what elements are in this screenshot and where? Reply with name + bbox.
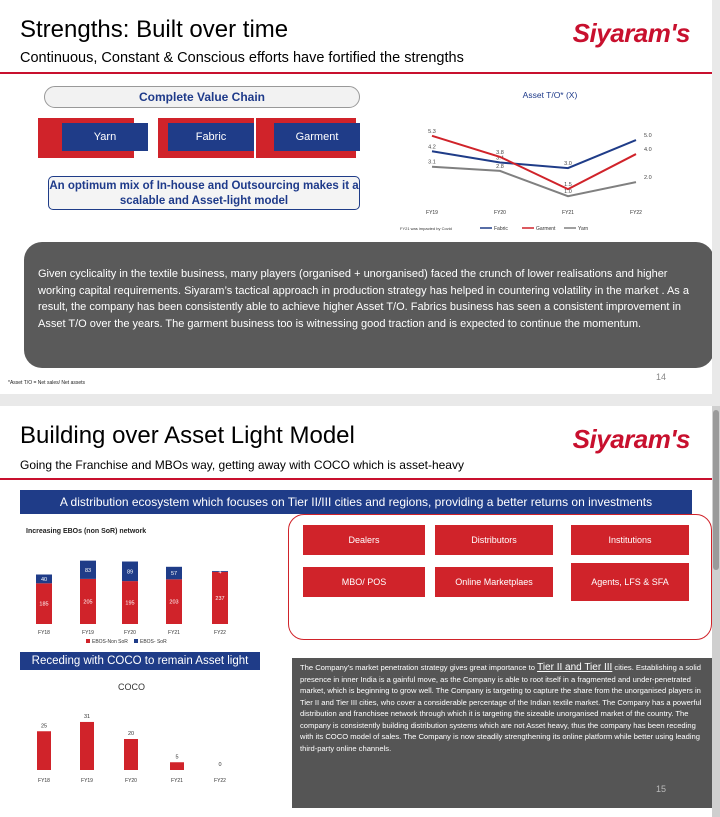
chart-title: Asset T/O* (X) — [522, 90, 578, 100]
bar-label: 205 — [83, 599, 93, 606]
distribution-banner: A distribution ecosystem which focuses on Tier II/III cities and regions, providing a better returns on investments — [20, 490, 692, 514]
page-number: 15 — [656, 784, 667, 794]
legend-label: Garment — [536, 226, 556, 232]
data-label: 5.0 — [644, 133, 652, 140]
legend-label: Yarn — [578, 226, 589, 232]
data-label: 4.2 — [428, 144, 436, 151]
slide-subtitle: Going the Franchise and MBOs way, getting away with COCO which is asset-heavy — [20, 458, 464, 472]
data-label: 3.8 — [496, 149, 504, 156]
data-label: 5.3 — [428, 128, 436, 135]
x-tick-label: FY21 — [562, 210, 574, 216]
bar-label: 40 — [40, 576, 48, 583]
data-label: 3.0 — [564, 161, 572, 168]
bar-label: 195 — [125, 600, 135, 607]
bar-label: 203 — [169, 599, 179, 606]
scrollbar[interactable] — [712, 406, 720, 817]
siyarams-logo: Siyaram's — [572, 18, 690, 48]
bar-coco — [80, 722, 94, 770]
chart-note: FY21 was impacted by Covid — [400, 226, 452, 231]
bar-coco — [124, 739, 138, 770]
data-label: 2.0 — [644, 175, 652, 182]
series-line-fabric — [432, 140, 636, 168]
x-tick-label: FY22 — [214, 630, 226, 636]
slide-subtitle: Continuous, Constant & Conscious efforts have fortified the strengths — [20, 50, 464, 66]
footnote: *Asset T/O = Net sales/ Net assets — [8, 380, 86, 386]
x-tick-label: FY19 — [82, 630, 94, 636]
data-label: 1.0 — [564, 189, 572, 196]
asset-turnover-chart — [400, 84, 700, 236]
siyarams-logo: Siyaram's — [572, 424, 690, 454]
channel-distributors: Distributors — [435, 525, 553, 555]
bar-label: 237 — [215, 595, 225, 602]
ebo-chart-title: Increasing EBOs (non SoR) network — [26, 528, 147, 535]
slide-title: Building over Asset Light Model — [20, 422, 355, 449]
bar-label: 89 — [126, 569, 134, 576]
channel-mbo-pos: MBO/ POS — [303, 567, 425, 597]
value-chain-yarn: Yarn — [62, 123, 148, 151]
bar-coco — [37, 731, 51, 770]
data-label: 2.8 — [496, 163, 504, 170]
slide-strengths — [0, 0, 712, 394]
x-tick-label: FY18 — [38, 630, 50, 636]
channel-agents-lfs-sfa: Agents, LFS & SFA — [571, 563, 689, 601]
channel-online-marketplaces: Online Marketplaes — [435, 567, 553, 597]
x-tick-label: FY20 — [494, 210, 506, 216]
legend-swatch — [134, 639, 138, 643]
x-tick-label: FY20 — [124, 630, 136, 636]
data-label: 1.5 — [564, 182, 572, 189]
page-number: 14 — [656, 372, 667, 382]
series-line-yarn — [432, 167, 636, 196]
legend-label: Fabric — [494, 226, 508, 232]
series-line-garment — [432, 136, 636, 189]
bar-label: 83 — [84, 567, 92, 574]
channel-institutions: Institutions — [571, 525, 689, 555]
desc-text-after: cities. Establishing a solid presence in inner India is a gainful move, as the Company is able to root itself in a fragmented and under-penetrated market, which is beginning to grow well. The Company is targeting to capture the share from the unorganised players in Tier II and Tier III cities, who cover a considerable percentage of the Indian textile market. The Company has a powerful distribution and franchisee network through which it is targeting the sizeable unorganised market of the country. The company is consistently building distribution systems which are not Asset heavy, thus the company has been receding with its COCO model of sales. The Company is now steadily strengthening its online platform while better using leading third-party online channels. — [300, 663, 702, 753]
legend-label: EBOS- SoR — [140, 639, 167, 645]
x-tick-label: FY18 — [38, 778, 50, 784]
slide-asset-light — [0, 406, 712, 817]
scrollbar-thumb[interactable] — [713, 410, 719, 570]
data-label: 4.0 — [644, 147, 652, 154]
market-strategy-text — [292, 658, 712, 808]
value-chain-fabric: Fabric — [168, 123, 254, 151]
data-label: 3.4 — [496, 155, 504, 162]
bar-label: 25 — [40, 723, 48, 730]
optimum-mix-callout: An optimum mix of In-house and Outsourcing makes it a scalable and Asset-light model — [48, 176, 360, 210]
x-tick-label: FY22 — [630, 210, 642, 216]
x-tick-label: FY20 — [125, 778, 137, 784]
desc-text-before: The Company’s market penetration strategy gives great importance to — [300, 663, 538, 672]
ebo-network-chart — [20, 538, 270, 646]
title-divider — [0, 478, 712, 480]
value-chain-garment: Garment — [274, 123, 360, 151]
coco-chart-title: COCO — [118, 682, 145, 692]
coco-banner: Receding with COCO to remain Asset light — [20, 652, 260, 670]
coco-chart — [20, 676, 270, 786]
x-tick-label: FY22 — [214, 778, 226, 784]
channel-dealers: Dealers — [303, 525, 425, 555]
bar-label: 185 — [39, 601, 49, 608]
x-tick-label: FY21 — [171, 778, 183, 784]
title-divider — [0, 72, 712, 74]
channels-panel — [288, 514, 712, 640]
desc-tier-highlight: Tier II and Tier III — [537, 662, 613, 673]
bar-label: 5 — [175, 754, 179, 761]
strengths-paragraph: Given cyclicality in the textile business, many players (organised + unorganised) faced the crunch of lower realisations and higher working capital requirements. Siyaram’s tactical approach in production strategy has helped in countering volatility in the market . As a result, the company has been consistently able to achieve higher Asset T/O. Fabrics business has seen a consistent improvement in Asset T/O over the years. The garment business too is witnessing good traction and is expected to continue the momentum. — [24, 242, 712, 368]
bar-label: 57 — [170, 571, 178, 578]
legend-swatch — [86, 639, 90, 643]
x-tick-label: FY19 — [81, 778, 93, 784]
bar-label: 4 — [218, 569, 222, 576]
value-chain-title: Complete Value Chain — [44, 86, 360, 108]
bar-label: 0 — [218, 762, 222, 768]
bar-label: 31 — [83, 713, 91, 720]
legend-label: EBOS-Non SoR — [92, 639, 128, 645]
x-tick-label: FY19 — [426, 210, 438, 216]
x-tick-label: FY21 — [168, 630, 180, 636]
data-label: 3.1 — [428, 159, 436, 166]
bar-label: 20 — [127, 731, 135, 737]
slide-title: Strengths: Built over time — [20, 16, 289, 43]
bar-coco — [170, 762, 184, 770]
